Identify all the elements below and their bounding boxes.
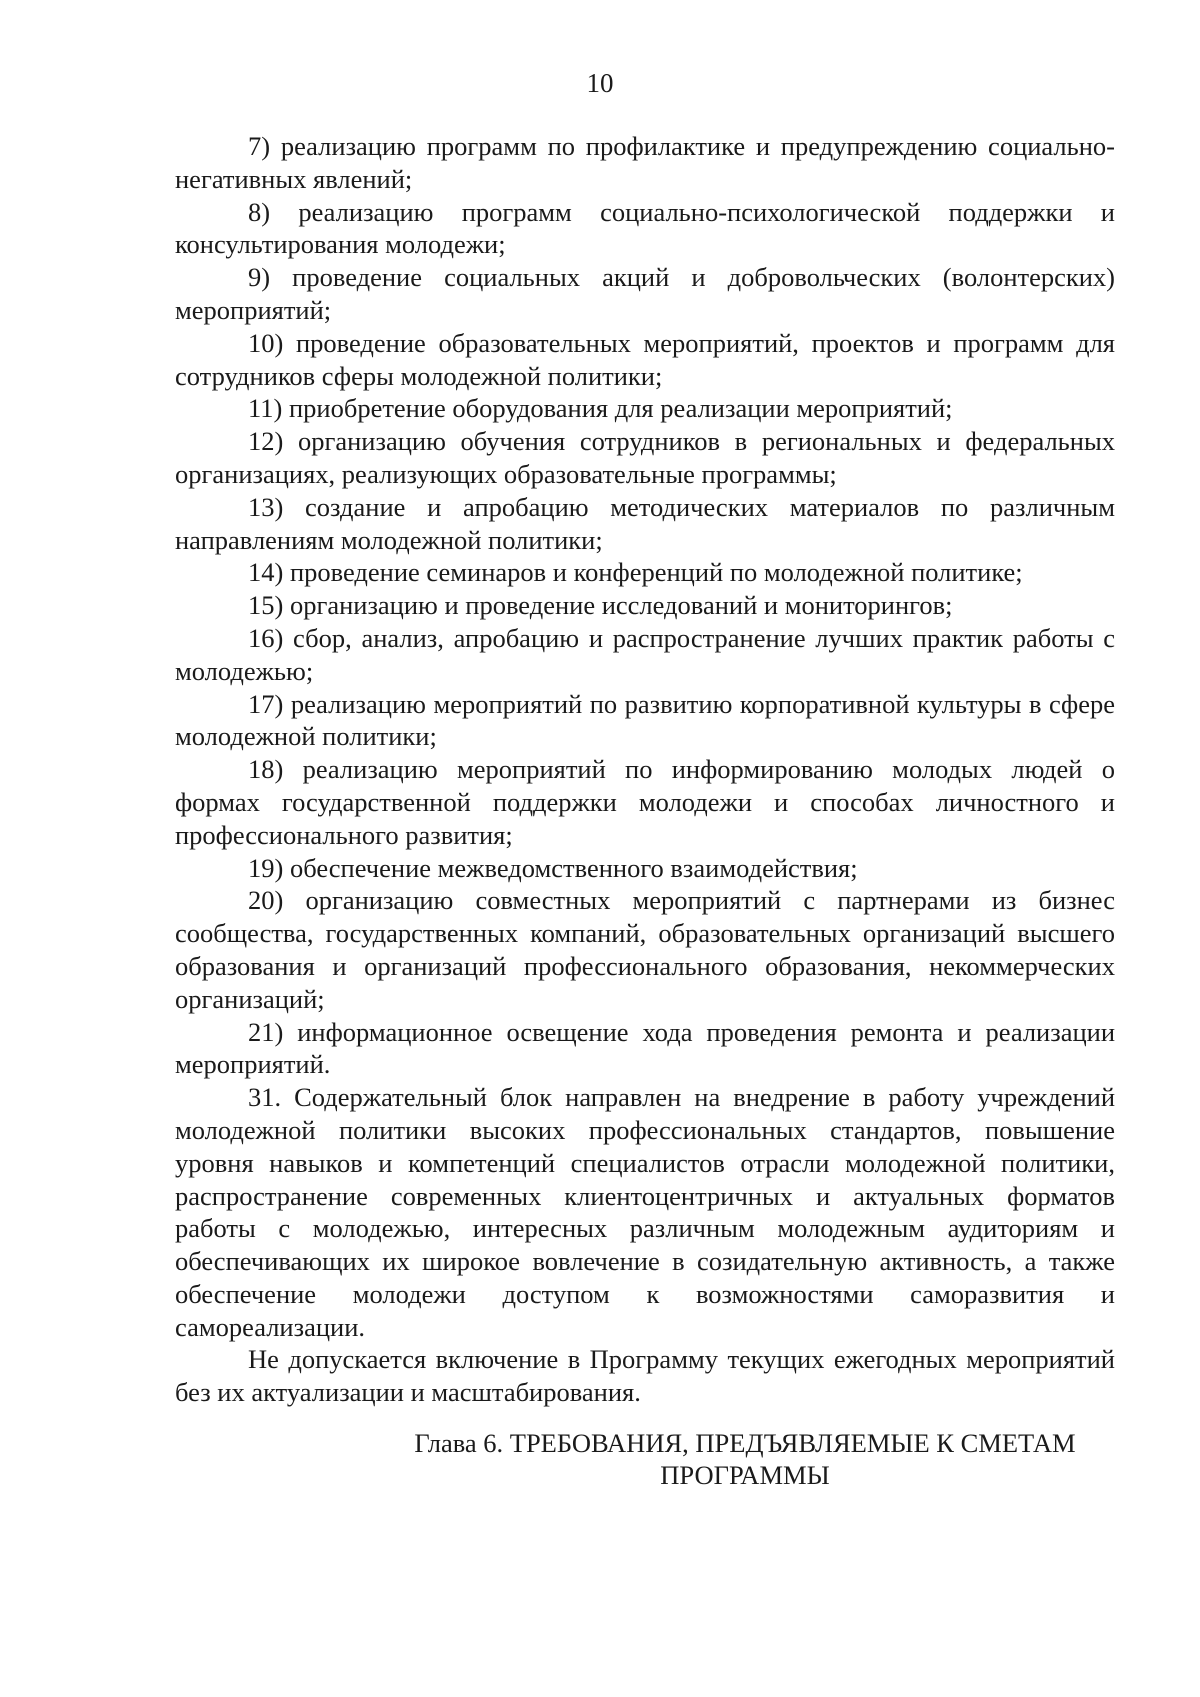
list-item-18: 18) реализацию мероприятий по информированию молодых людей о формах государственной поддержки молодежи и способах личностного и профессионального развития; [175, 754, 1115, 850]
chapter-heading-line-2: ПРОГРАММЫ [660, 1460, 830, 1490]
list-item-20: 20) организацию совместных мероприятий с партнерами из бизнес сообщества, государственных компаний, образовательных организаций высшего образования и организаций профессионального образования, некоммерческих организаций; [175, 885, 1115, 1014]
page-number: 10 [586, 68, 614, 98]
chapter-heading-line-1: Глава 6. ТРЕБОВАНИЯ, ПРЕДЪЯВЛЯЕМЫЕ К СМЕТАМ [414, 1428, 1076, 1458]
clause-31: 31. Содержательный блок направлен на внедрение в работу учреждений молодежной политики высоких профессиональных стандартов, повышение уровня навыков и компетенций специалистов отрасли молодежной политики, распространение современных клиентоцентричных и актуальных форматов работы с молодежью, интересных различным молодежным аудиториям и обеспечивающих их широкое вовлечение в созидательную активность, а также обеспечение молодежи доступом к возможностями саморазвития и самореализации. [175, 1082, 1115, 1342]
list-item-8: 8) реализацию программ социально-психологической поддержки и консультирования молодежи; [175, 196, 1115, 260]
list-item-14: 14) проведение семинаров и конференций по молодежной политике; [248, 557, 1023, 588]
list-item-11: 11) приобретение оборудования для реализации мероприятий; [248, 393, 953, 424]
list-item-17: 17) реализацию мероприятий по развитию корпоративной культуры в сфере молодежной политики; [175, 688, 1115, 752]
list-item-21: 21) информационное освещение хода проведения ремонта и реализации мероприятий. [175, 1016, 1115, 1080]
document-body [175, 130, 1115, 1409]
list-item-12: 12) организацию обучения сотрудников в региональных и федеральных организациях, реализующих образовательные программы; [175, 426, 1115, 489]
list-item-13: 13) создание и апробацию методических материалов по различным направлениям молодежной политики; [175, 491, 1115, 555]
list-item-15: 15) организацию и проведение исследований и мониторингов; [248, 590, 953, 621]
list-item-10: 10) проведение образовательных мероприятий, проектов и программ для сотрудников сферы молодежной политики; [175, 327, 1115, 391]
list-item-9: 9) проведение социальных акций и добровольческих (волонтерских) мероприятий; [175, 262, 1115, 325]
list-item-16: 16) сбор, анализ, апробацию и распространение лучших практик работы с молодежью; [175, 622, 1115, 686]
list-item-19: 19) обеспечение межведомственного взаимодействия; [248, 852, 858, 883]
list-item-7: 7) реализацию программ по профилактике и предупреждению социально-негативных явлений; [175, 131, 1115, 194]
chapter-heading [330, 1427, 1160, 1491]
closing-paragraph: Не допускается включение в Программу текущих ежегодных мероприятий без их актуализации и масштабирования. [175, 1344, 1115, 1408]
